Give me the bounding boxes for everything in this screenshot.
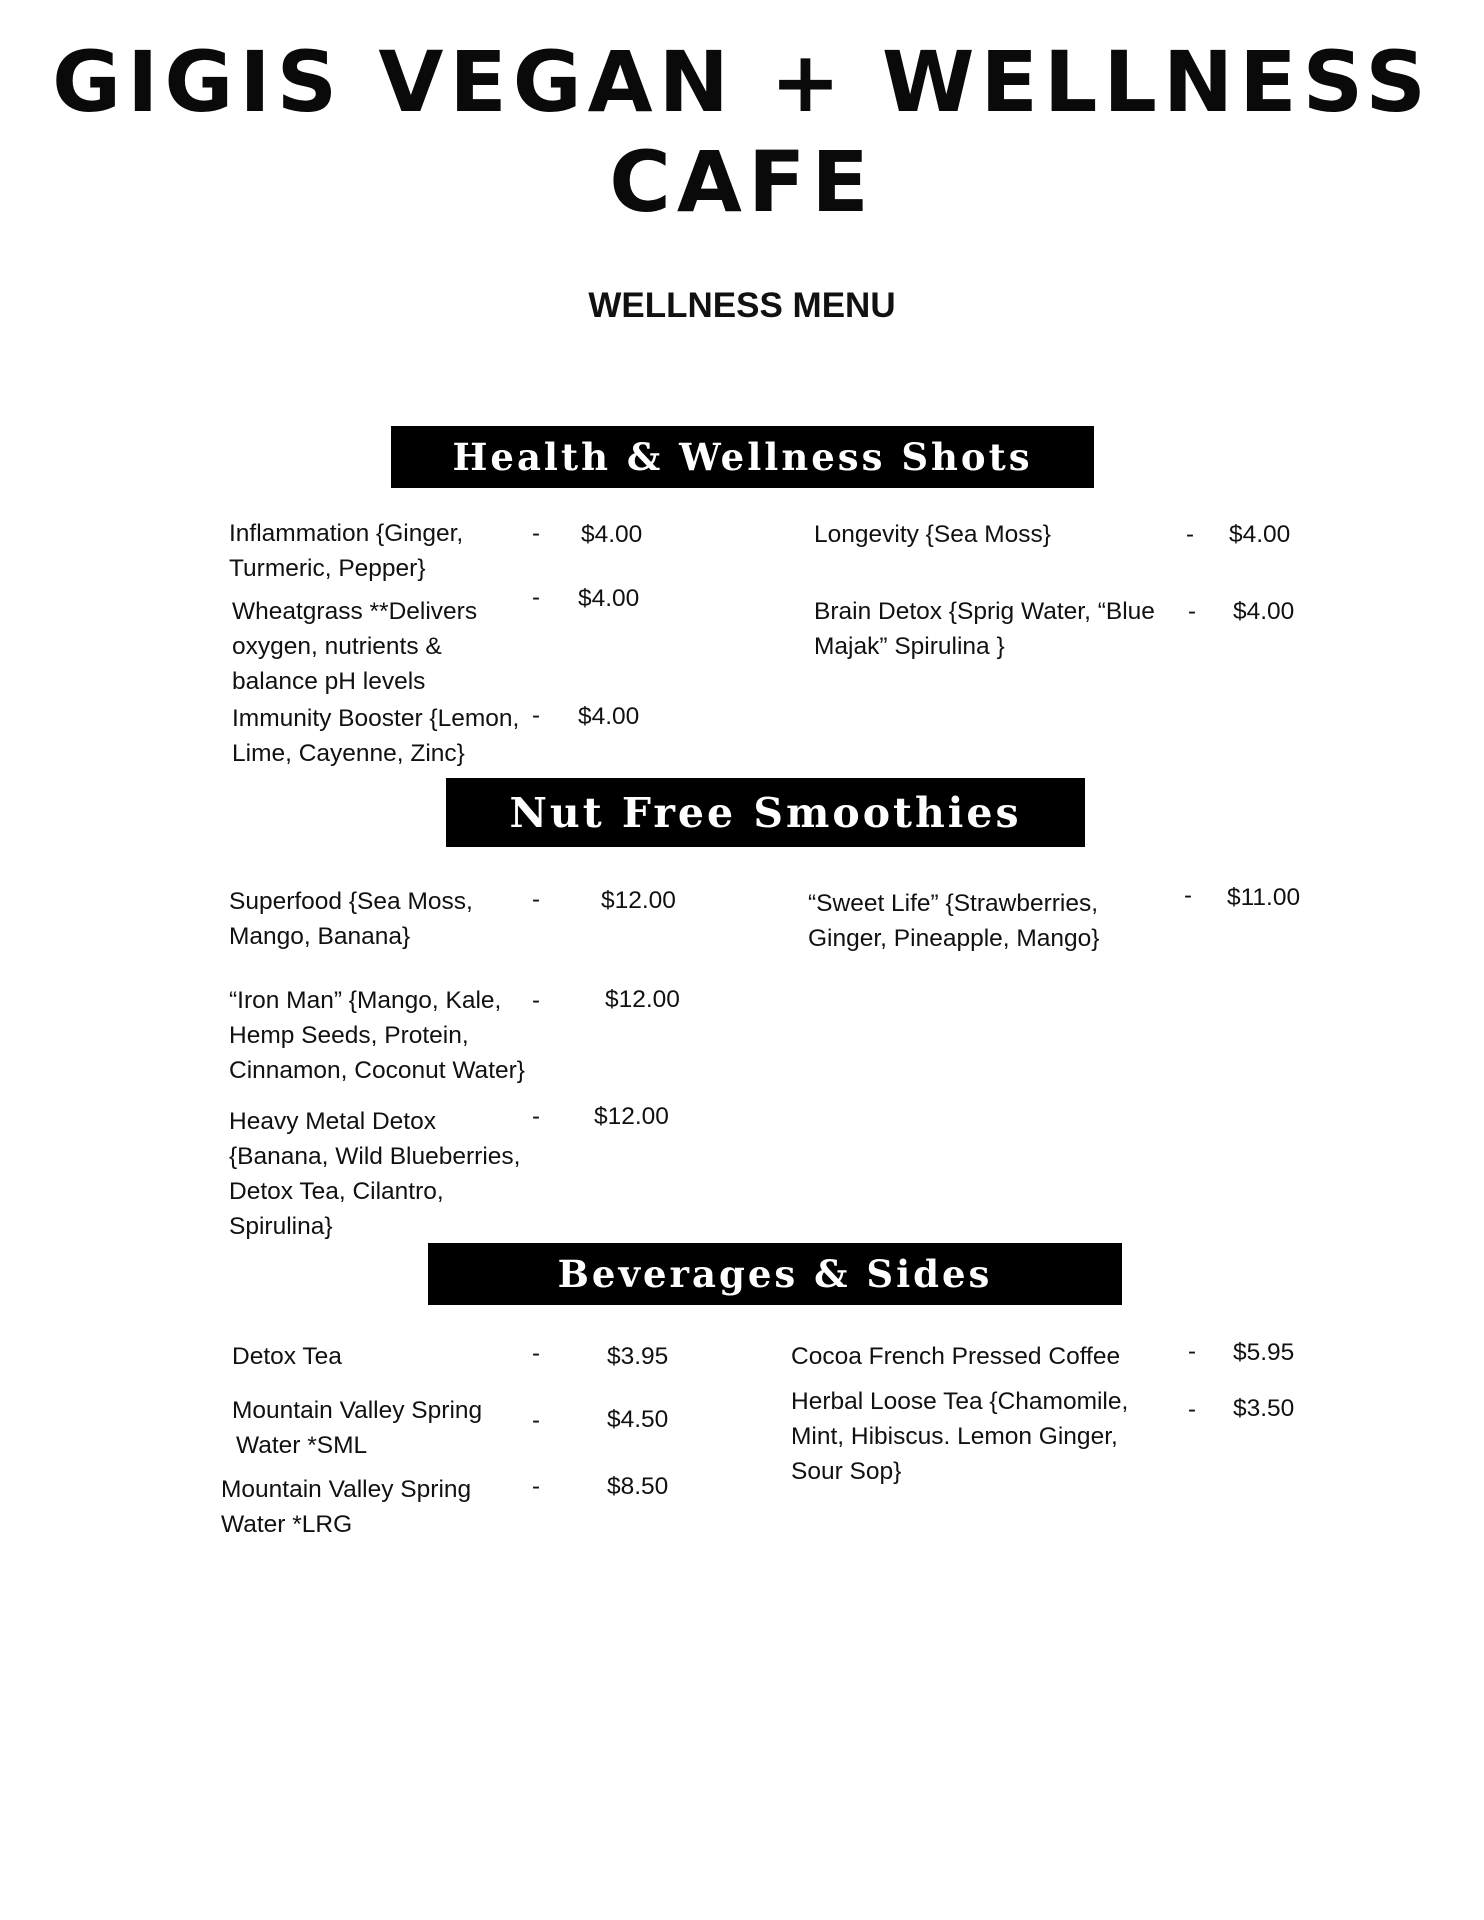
- menu-item-spring-water-lrg: Mountain Valley Spring Water *LRG: [221, 1476, 472, 1538]
- price-heavy-metal-detox: $12.00: [594, 1103, 669, 1130]
- menu-item-superfood: Superfood {Sea Moss, Mango, Banana}: [229, 888, 473, 950]
- cafe-title: [0, 32, 1484, 232]
- title-line-2: CAFE: [609, 133, 875, 231]
- title-line-1: GIGIS VEGAN + WELLNESS: [52, 33, 1432, 131]
- menu-item-cocoa-coffee: Cocoa French Pressed Coffee: [791, 1343, 1121, 1370]
- price-iron-man: $12.00: [605, 986, 680, 1013]
- price-inflammation: $4.00: [581, 521, 643, 548]
- section-heading-beverages: Beverages & Sides: [428, 1243, 1122, 1305]
- menu-item-longevity: Longevity {Sea Moss}: [814, 521, 1051, 548]
- price-spring-water-sml: $4.50: [607, 1406, 669, 1433]
- separator: -: [532, 702, 540, 729]
- menu-item-sweet-life: “Sweet Life” {Strawberries, Ginger, Pineapple, Mango}: [808, 890, 1100, 952]
- section-heading-smoothies: Nut Free Smoothies: [446, 778, 1085, 847]
- separator: -: [1186, 521, 1194, 548]
- menu-subtitle: WELLNESS MENU: [588, 286, 896, 325]
- price-superfood: $12.00: [601, 887, 676, 914]
- price-wheatgrass: $4.00: [578, 585, 640, 612]
- separator: -: [532, 886, 540, 913]
- separator: -: [1188, 1396, 1196, 1423]
- separator: -: [1188, 598, 1196, 625]
- separator: -: [532, 1340, 540, 1367]
- menu-item-detox-tea: Detox Tea: [232, 1343, 342, 1370]
- price-herbal-loose-tea: $3.50: [1233, 1395, 1295, 1422]
- separator: -: [532, 584, 540, 611]
- section-heading-shots: Health & Wellness Shots: [391, 426, 1094, 488]
- price-spring-water-lrg: $8.50: [607, 1473, 669, 1500]
- separator: -: [532, 1407, 540, 1434]
- menu-item-inflammation: Inflammation {Ginger, Turmeric, Pepper}: [229, 520, 464, 582]
- separator: -: [1184, 882, 1192, 909]
- price-cocoa-coffee: $5.95: [1233, 1339, 1295, 1366]
- menu-item-iron-man: “Iron Man” {Mango, Kale, Hemp Seeds, Protein, Cinnamon, Coconut Water}: [229, 987, 525, 1084]
- menu-item-heavy-metal-detox: Heavy Metal Detox {Banana, Wild Blueberries, Detox Tea, Cilantro, Spirulina}: [229, 1108, 521, 1240]
- menu-item-brain-detox: Brain Detox {Sprig Water, “Blue Majak” Spirulina }: [814, 598, 1155, 660]
- separator: -: [532, 987, 540, 1014]
- separator: -: [532, 1473, 540, 1500]
- price-brain-detox: $4.00: [1233, 598, 1295, 625]
- separator: -: [1188, 1338, 1196, 1365]
- price-sweet-life: $11.00: [1227, 884, 1301, 911]
- price-longevity: $4.00: [1229, 521, 1291, 548]
- price-detox-tea: $3.95: [607, 1343, 669, 1370]
- menu-item-wheatgrass: Wheatgrass **Delivers oxygen, nutrients & balance pH levels: [232, 598, 478, 695]
- menu-item-herbal-loose-tea: Herbal Loose Tea {Chamomile, Mint, Hibiscus. Lemon Ginger, Sour Sop}: [791, 1388, 1129, 1485]
- price-immunity-booster: $4.00: [578, 703, 640, 730]
- separator: -: [532, 520, 540, 547]
- separator: -: [532, 1103, 540, 1130]
- menu-item-spring-water-sml: Mountain Valley Spring Water *SML: [232, 1397, 483, 1459]
- menu-item-immunity-booster: Immunity Booster {Lemon, Lime, Cayenne, Zinc}: [232, 705, 520, 767]
